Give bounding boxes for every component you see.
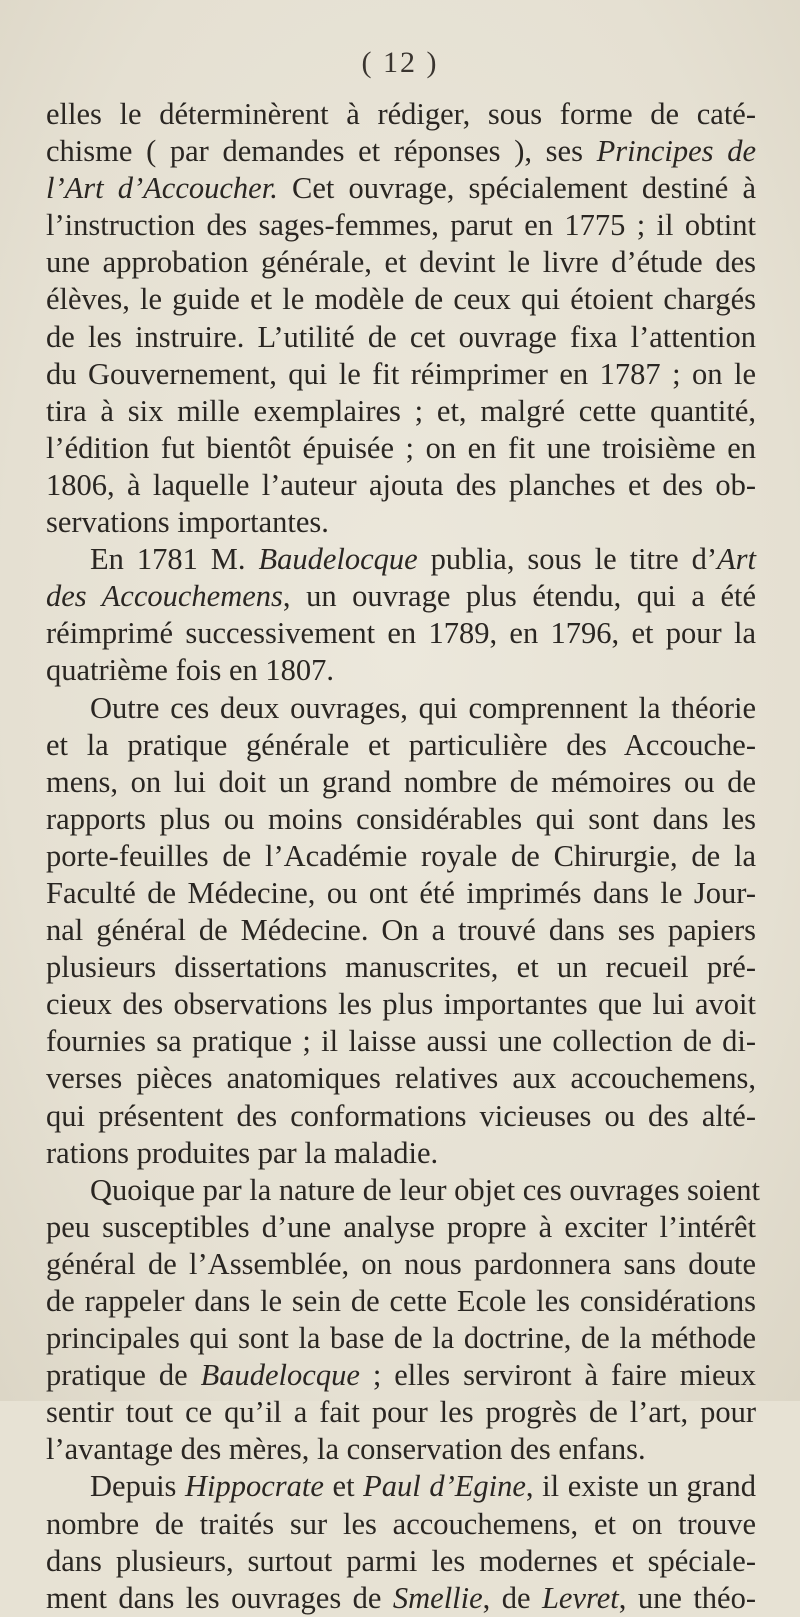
text-line: Depuis Hippocrate et Paul d’Egine, il existe un grand <box>90 1469 756 1504</box>
text-line: porte-feuilles de l’Académie royale de Chirurgie, de la <box>46 838 756 873</box>
text-line: nombre de traités sur les accouchemens, et on trouve <box>46 1506 756 1541</box>
text-line: mens, on lui doit un grand nombre de mémoires ou de <box>46 764 756 799</box>
text-line: Quoique par la nature de leur objet ces ouvrages soient <box>90 1172 760 1207</box>
text-line: elles le déterminèrent à rédiger, sous forme de caté- <box>46 97 756 131</box>
text-line: de rappeler dans le sein de cette Ecole les considérations <box>46 1284 756 1318</box>
text-line: du Gouvernement, qui le fit réimprimer en 1787 ; on le <box>46 356 756 391</box>
text-line: principales qui sont la base de la doctrine, de la méthode <box>46 1321 756 1356</box>
text-line: pratique de Baudelocque ; elles serviront à faire mieux <box>46 1358 757 1393</box>
text-line: chisme ( par demandes et réponses ), ses Principes de <box>46 134 756 169</box>
text-line: l’avantage des mères, la conservation des enfans. <box>46 1432 646 1467</box>
text-line: fournies sa pratique ; il laisse aussi une collection de di- <box>46 1024 756 1059</box>
text-line: des Accouchemens, un ouvrage plus étendu, qui a été <box>46 579 756 614</box>
text-line: En 1781 M. Baudelocque publia, sous le titre d’Art <box>90 542 756 577</box>
text-line: sentir tout ce qu’il a fait pour les progrès de l’art, pour <box>46 1395 756 1430</box>
text-line: plusieurs dissertations manuscrites, et un recueil pré- <box>46 950 756 985</box>
page-number: ( 12 ) <box>361 46 439 79</box>
text-line: quatrième fois en 1807. <box>46 653 334 688</box>
body-text <box>46 96 760 1617</box>
text-line: l’instruction des sages-femmes, parut en 1775 ; il obtint <box>46 208 756 243</box>
text-line: nal général de Médecine. On a trouvé dans ses papiers <box>46 913 756 948</box>
text-line: l’Art d’Accoucher. Cet ouvrage, spécialement destiné à <box>46 171 757 206</box>
text-line: réimprimé successivement en 1789, en 1796, et pour la <box>46 616 756 651</box>
text-line: tira à six mille exemplaires ; et, malgré cette quantité, <box>46 393 756 428</box>
text-line: verses pièces anatomiques relatives aux accouchemens, <box>46 1061 756 1096</box>
text-line: dans plusieurs, surtout parmi les modernes et spéciale- <box>46 1543 756 1578</box>
text-line: l’édition fut bientôt épuisée ; on en fit une troisième en <box>46 430 756 465</box>
text-line: servations importantes. <box>46 505 329 540</box>
text-line: ment dans les ouvrages de Smellie, de Levret, une théo- <box>46 1580 756 1615</box>
text-line: une approbation générale, et devint le livre d’étude des <box>46 245 756 280</box>
text-line: cieux des observations les plus importantes que lui avoit <box>46 987 756 1022</box>
text-line: qui présentent des conformations vicieuses ou des alté- <box>46 1098 756 1133</box>
text-line: 1806, à laquelle l’auteur ajouta des planches et des ob- <box>46 467 756 502</box>
text-line: rations produites par la maladie. <box>46 1135 439 1170</box>
text-line: Outre ces deux ouvrages, qui comprennent la théorie <box>90 690 756 725</box>
text-line: et la pratique générale et particulière des Accouche- <box>46 727 756 762</box>
text-line: Faculté de Médecine, ou ont été imprimés dans le Jour- <box>46 875 756 910</box>
text-line: élèves, le guide et le modèle de ceux qui étoient chargés <box>46 282 756 317</box>
text-line: peu susceptibles d’une analyse propre à exciter l’intérêt <box>46 1209 756 1244</box>
text-line: de les instruire. L’utilité de cet ouvrage fixa l’attention <box>46 319 756 354</box>
text-line: général de l’Assemblée, on nous pardonnera sans doute <box>46 1246 756 1281</box>
text-line: rapports plus ou moins considérables qui sont dans les <box>46 801 756 836</box>
